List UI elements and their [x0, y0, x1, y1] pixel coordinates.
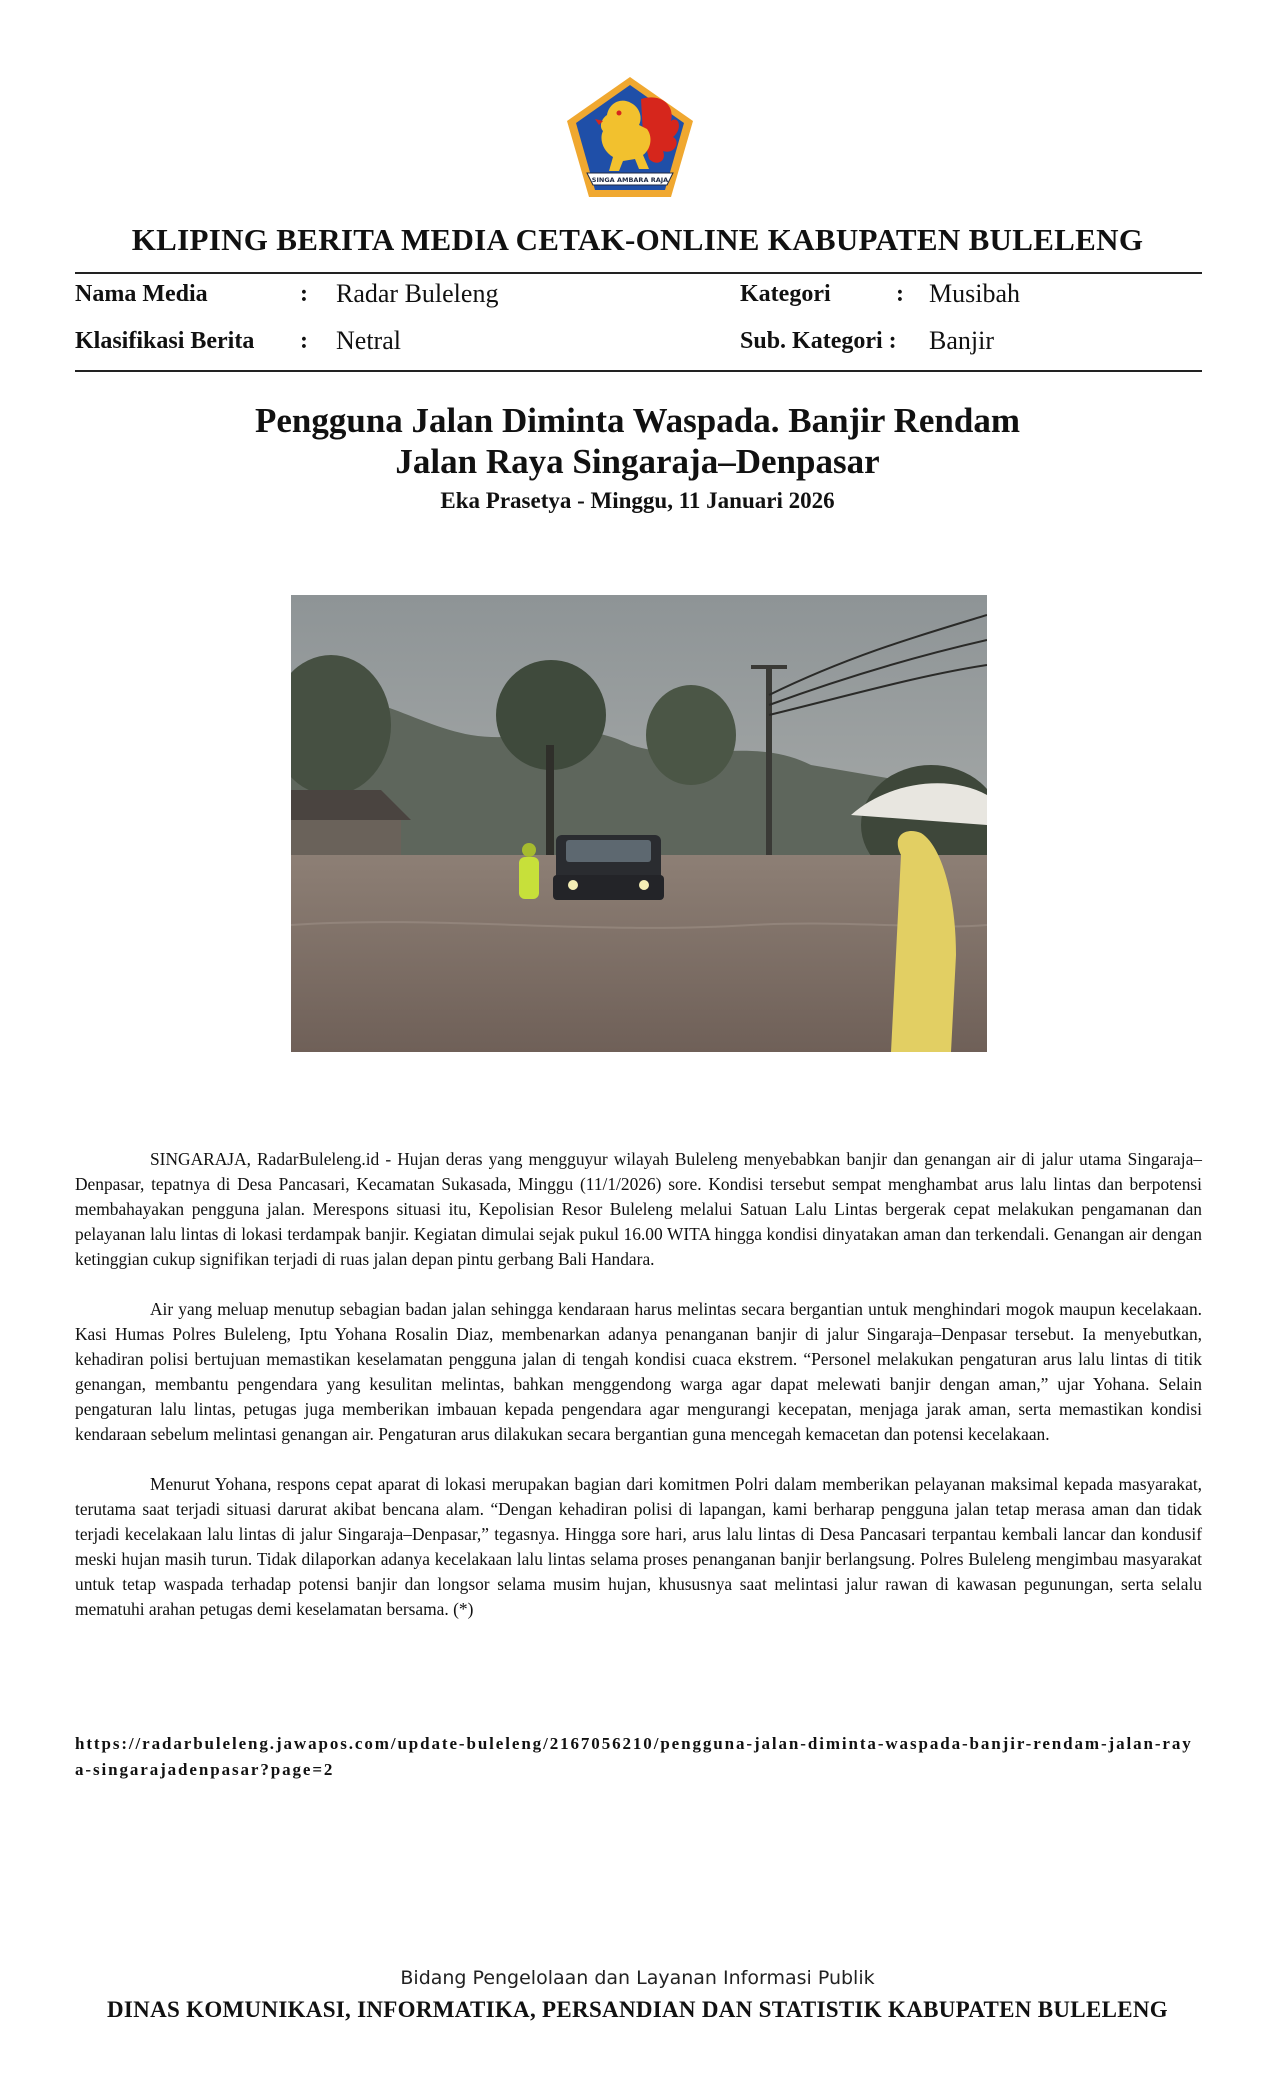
media-colon: :	[300, 281, 308, 307]
document-title: KLIPING BERITA MEDIA CETAK-ONLINE KABUPATEN BULELENG	[131, 222, 1144, 257]
klasifikasi-colon: :	[300, 328, 308, 354]
divider-bottom	[75, 370, 1202, 372]
article-headline	[0, 400, 1275, 482]
media-label: Nama Media	[75, 281, 208, 307]
flood-photo	[291, 595, 987, 1052]
divider-top	[75, 272, 1202, 274]
article-byline: Eka Prasetya - Minggu, 11 Januari 2026	[440, 488, 835, 513]
footer-division: Bidang Pengelolaan dan Layanan Informasi Publik	[400, 1967, 875, 1989]
subkategori-value: Banjir	[929, 326, 994, 355]
klasifikasi-label: Klasifikasi Berita	[75, 328, 255, 354]
headline-line-2: Jalan Raya Singaraja–Denpasar	[395, 442, 880, 481]
footer-agency: DINAS KOMUNIKASI, INFORMATIKA, PERSANDIAN DAN STATISTIK KABUPATEN BULELENG	[107, 1997, 1168, 2022]
klasifikasi-value: Netral	[336, 326, 401, 355]
kategori-colon: :	[896, 281, 904, 307]
kategori-label: Kategori	[740, 281, 831, 307]
media-value: Radar Buleleng	[336, 279, 499, 308]
buleleng-emblem-logo	[563, 75, 697, 200]
kategori-value: Musibah	[929, 279, 1020, 308]
article-paragraph-1: SINGARAJA, RadarBuleleng.id - Hujan deras yang mengguyur wilayah Buleleng menyebabkan banjir dan genangan air di jalur utama Singaraja–Denpasar, tepatnya di Desa Pancasari, Kecamatan Sukasada, Minggu (11/1/2026) sore. Kondisi tersebut sempat menghambat arus lalu lintas dan berpotensi membahayakan pengguna jalan. Merespons situasi itu, Kepolisian Resor Buleleng melalui Satuan Lalu Lintas bergerak cepat melakukan pengamanan dan pelayanan lalu lintas di lokasi terdampak banjir. Kegiatan dimulai sejak pukul 16.00 WITA hingga kondisi dinyatakan aman dan terkendali. Genangan air dengan ketinggian cukup signifikan terjadi di ruas jalan depan pintu gerbang Bali Handara.	[75, 1149, 1202, 1269]
source-url-link[interactable]: https://radarbuleleng.jawapos.com/update-buleleng/2167056210/pengguna-jalan-diminta-waspada-banjir-rendam-jalan-raya-singarajadenpasar?page=2	[75, 1734, 1193, 1779]
logo-motto: SINGA AMBARA RAJA	[591, 176, 669, 184]
subkategori-label: Sub. Kategori :	[740, 328, 897, 354]
headline-line-1: Pengguna Jalan Diminta Waspada. Banjir Rendam	[255, 401, 1020, 440]
article-paragraph-2: Air yang meluap menutup sebagian badan jalan sehingga kendaraan harus melintas secara bergantian untuk menghindari mogok maupun kecelakaan. Kasi Humas Polres Buleleng, Iptu Yohana Rosalin Diaz, membenarkan adanya penanganan banjir di jalur Singaraja–Denpasar tersebut. Ia menyebutkan, kehadiran polisi bertujuan memastikan keselamatan pengguna jalan di tengah kondisi cuaca ekstrem. “Personel melakukan pengaturan arus lalu lintas di titik genangan, membantu pengendara yang kesulitan melintas, bahkan menggendong warga agar dapat melewati banjir dengan aman,” ujar Yohana. Selain pengaturan lalu lintas, petugas juga memberikan imbauan kepada pengendara agar mengurangi kecepatan, menjaga jarak aman, serta memastikan kondisi kendaraan sebelum melintasi genangan air. Pengaturan arus dilakukan secara bergantian guna mencegah kemacetan dan potensi kecelakaan.	[75, 1299, 1202, 1444]
article-body	[75, 1147, 1202, 1647]
article-paragraph-3: Menurut Yohana, respons cepat aparat di lokasi merupakan bagian dari komitmen Polri dalam memberikan pelayanan maksimal kepada masyarakat, terutama saat terjadi situasi darurat akibat bencana alam. “Dengan kehadiran polisi di lapangan, kami berharap pengguna jalan tetap merasa aman dan tidak terjadi kecelakaan lalu lintas di jalur Singaraja–Denpasar,” tegasnya. Hingga sore hari, arus lalu lintas di Desa Pancasari terpantau kembali lancar dan kondusif meski hujan masih turun. Tidak dilaporkan adanya kecelakaan lalu lintas selama proses penanganan banjir berlangsung. Polres Buleleng mengimbau masyarakat untuk tetap waspada terhadap potensi banjir dan longsor selama musim hujan, khususnya saat melintasi jalur rawan di kawasan pegunungan, serta selalu mematuhi arahan petugas demi keselamatan bersama. (*)	[75, 1474, 1202, 1619]
